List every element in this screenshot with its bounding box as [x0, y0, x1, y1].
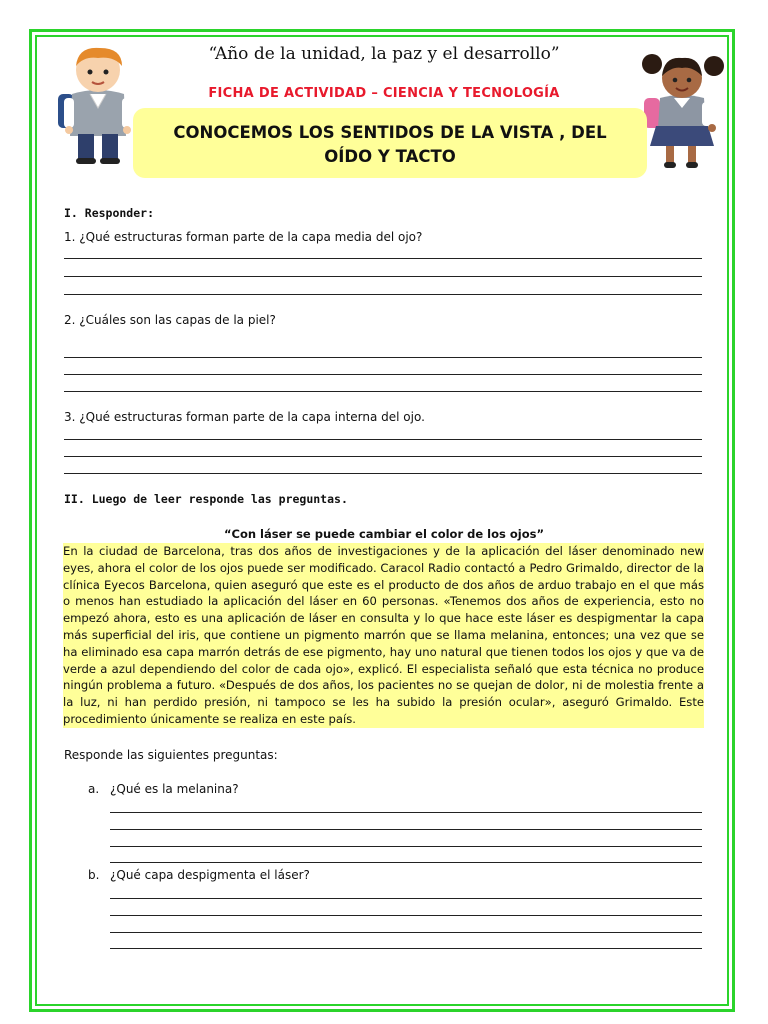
answer-line[interactable] — [110, 898, 702, 899]
answer-line[interactable] — [110, 862, 702, 863]
page-border-inner — [35, 35, 729, 1006]
item-a-question: ¿Qué es la melanina? — [110, 782, 239, 796]
worksheet-subtitle: FICHA DE ACTIVIDAD – CIENCIA Y TECNOLOGÍA — [208, 86, 560, 101]
answer-line[interactable] — [64, 374, 702, 375]
passage-title: “Con láser se puede cambiar el color de los ojos” — [223, 527, 545, 541]
answer-line[interactable] — [64, 357, 702, 358]
answer-line[interactable] — [110, 932, 702, 933]
answer-line[interactable] — [110, 915, 702, 916]
answer-line[interactable] — [110, 948, 702, 949]
answer-line[interactable] — [110, 812, 702, 813]
girl-student-icon — [634, 50, 730, 172]
answer-line[interactable] — [64, 439, 702, 440]
question-2: 2. ¿Cuáles son las capas de la piel? — [64, 313, 276, 327]
section-2-heading: II. Luego de leer responde las preguntas. — [64, 492, 348, 506]
answer-line[interactable] — [64, 391, 702, 392]
answer-line[interactable] — [110, 829, 702, 830]
reading-passage: En la ciudad de Barcelona, tras dos años de investigaciones y de la aplicación del láser denominado new eyes, ahora el color de los ojos puede ser modificado. Caracol Radio contactó a Pedro Grimaldo, director de la clínica Eyecos Barcelona, quien aseguró que este es el producto de dos años de arduo trabajo en el que más o menos han estudiado la aplicación del láser en 60 personas. «Tenemos dos años de experiencia, esto no empezó ahora, esto es una aplicación de láser en consulta y lo que hace este láser es despigmentar la capa más superficial del iris, que contiene un pigmento marrón que se llama melanina, entonces; una vez que se ha eliminado esa capa marrón detrás de ese pigmento, hay uno natural que tienen todos los ojos y que va de verde a azul dependiendo del color de cada ojo», explicó. El especialista señaló que esta técnica no produce ningún problema a futuro. «Después de dos años, los pacientes no se quejan de dolor, ni de molestia frente a la luz, ni han perdido presión, ni tampoco se les ha subido la presión ocular», aseguró Grimaldo. Este procedimiento únicamente se realiza en este país. — [63, 544, 704, 726]
item-b-letter: b. — [88, 868, 100, 882]
answer-line[interactable] — [64, 258, 702, 259]
item-a-letter: a. — [88, 782, 100, 796]
page-title-line1: CONOCEMOS LOS SENTIDOS DE LA VISTA , DEL — [173, 123, 607, 142]
year-motto: “Año de la unidad, la paz y el desarrollo” — [208, 44, 560, 64]
answer-line[interactable] — [64, 276, 702, 277]
section-1-heading: I. Responder: — [64, 206, 155, 220]
answer-line[interactable] — [64, 456, 702, 457]
question-1: 1. ¿Qué estructuras forman parte de la capa media del ojo? — [64, 230, 423, 244]
answer-line[interactable] — [64, 294, 702, 295]
page-title-line2: OÍDO Y TACTO — [324, 147, 456, 166]
answer-line[interactable] — [64, 473, 702, 474]
page-title — [140, 121, 640, 169]
item-b-question: ¿Qué capa despigmenta el láser? — [110, 868, 310, 882]
answer-prompt: Responde las siguientes preguntas: — [64, 748, 278, 762]
question-3: 3. ¿Qué estructuras forman parte de la capa interna del ojo. — [64, 410, 425, 424]
answer-line[interactable] — [110, 846, 702, 847]
